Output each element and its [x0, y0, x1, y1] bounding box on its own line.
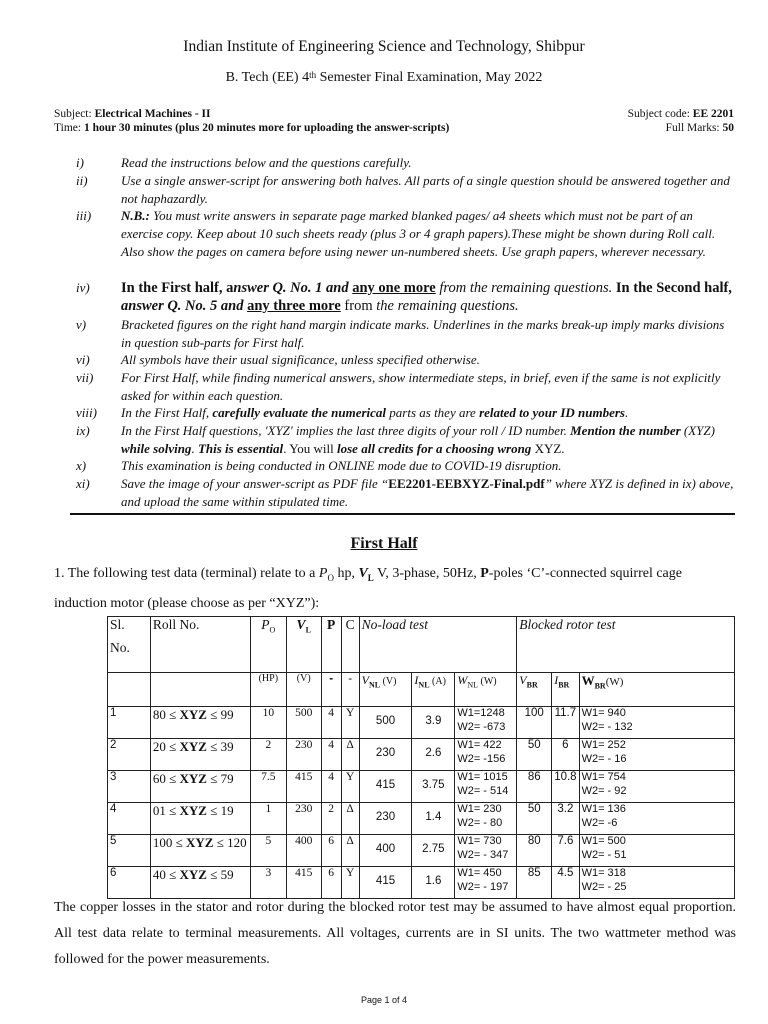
cell-vnl: 400 [359, 835, 412, 867]
code-label: Subject code: [627, 108, 693, 120]
cell-p: 4 [321, 771, 341, 803]
cell-inl: 2.75 [412, 835, 455, 867]
instr-part: any one more [352, 280, 436, 296]
units-vl: (V) [286, 673, 321, 707]
cell-roll: 100 ≤ XYZ ≤ 120 [150, 835, 250, 867]
instr-part: carefully evaluate the numerical [212, 405, 387, 420]
cell-roll: 80 ≤ XYZ ≤ 99 [150, 707, 250, 739]
cell-po: 10 [250, 707, 286, 739]
cell-p: 4 [321, 739, 341, 771]
instruction-item [76, 316, 736, 352]
instruction-item [76, 279, 736, 315]
cell-vnl: 230 [359, 739, 412, 771]
units-c: - [341, 673, 359, 707]
units-blank [108, 673, 151, 707]
divider-line [70, 513, 735, 515]
instruction-num: iv) [76, 280, 90, 295]
units-blank [150, 673, 250, 707]
instruction-item [76, 172, 736, 208]
instruction-num: viii) [76, 405, 97, 420]
instruction-item [76, 457, 736, 475]
instruction-num: x) [76, 458, 87, 473]
cell-roll: 40 ≤ XYZ ≤ 59 [150, 867, 250, 899]
instr-part: parts as they are [386, 405, 480, 420]
exam-subtitle [0, 70, 768, 86]
q1-text: induction motor (please choose as per “XYZ”): [54, 595, 320, 611]
code-value: EE 2201 [692, 108, 734, 120]
cell-roll: 60 ≤ XYZ ≤ 79 [150, 771, 250, 803]
cell-po: 1 [250, 803, 286, 835]
cell-sl: 2 [108, 739, 151, 771]
cell-vl: 230 [286, 739, 321, 771]
units-inl: $I_{NL}$ (A) [412, 673, 455, 707]
cell-wbr: W1= 318 W2= - 25 [579, 867, 734, 899]
q1-text: -poles ‘C’-connected squirrel cage [488, 566, 682, 581]
cell-ibr: 4.5 [552, 867, 579, 899]
instr-part: (XYZ) [680, 423, 715, 438]
cell-vbr: 100 [517, 707, 552, 739]
exam-suffix: Semester Final Examination, May 2022 [316, 70, 543, 85]
cell-wnl: W1= 730 W2= - 347 [455, 835, 517, 867]
instruction-item [76, 154, 736, 172]
instruction-num: ii) [76, 173, 88, 188]
cell-vnl: 230 [359, 803, 412, 835]
instruction-text: For First Half, while finding numerical answers, show intermediate steps, in brief, even if the same is not explicitly asked for within each question. [121, 370, 721, 403]
cell-inl: 2.6 [412, 739, 455, 771]
instr-part: lose all credits for a choosing wrong [337, 440, 532, 456]
q1-p: P [480, 566, 489, 581]
cell-po: 2 [250, 739, 286, 771]
table-header-row [108, 617, 735, 673]
instruction-num: vii) [76, 370, 94, 385]
instruction-text: All symbols have their usual significance, unless specified otherwise. [121, 352, 480, 367]
cell-vnl: 415 [359, 771, 412, 803]
units-ibr: $I_{BR}$ [552, 673, 579, 707]
cell-roll: 01 ≤ XYZ ≤ 19 [150, 803, 250, 835]
instruction-num: i) [76, 155, 84, 170]
instr-part: Mention the number [570, 423, 681, 438]
meta-row-time [54, 122, 734, 136]
cell-po: 5 [250, 835, 286, 867]
cell-vl: 230 [286, 803, 321, 835]
cell-c: Δ [341, 835, 359, 867]
units-p: - [321, 673, 341, 707]
instr-part: This is essential [197, 440, 284, 456]
instr-part: related to your ID numbers [479, 405, 625, 420]
exam-prefix: B. Tech (EE) 4 [225, 70, 310, 85]
instr-part: In the Second half, [615, 280, 732, 296]
instruction-item [76, 351, 736, 369]
table-row [108, 867, 735, 899]
cell-wnl: W1= 1015 W2= - 514 [455, 771, 517, 803]
cell-p: 6 [321, 835, 341, 867]
cell-p: 2 [321, 803, 341, 835]
cell-vbr: 50 [517, 803, 552, 835]
subject-label: Subject: [54, 108, 95, 120]
instruction-text: Use a single answer-script for answering both halves. All parts of a single question should be answered together and not haphazardly. [121, 173, 730, 206]
instr-part: 'XYZ' implies the last three digits of your roll / ID number. [264, 423, 571, 438]
cell-vl: 415 [286, 867, 321, 899]
instr-part: In the First Half questions, [121, 423, 265, 438]
q1-text: 1. The following test data (terminal) relate to a [54, 566, 319, 581]
cell-vbr: 85 [517, 867, 552, 899]
instr-part: any three more [247, 298, 341, 314]
cell-c: Δ [341, 803, 359, 835]
instruction-text: Read the instructions below and the questions carefully. [121, 155, 412, 170]
cell-sl: 4 [108, 803, 151, 835]
instr-part: the remaining questions. [376, 298, 519, 314]
units-vnl: $V_{NL}$ (V) [359, 673, 412, 707]
test-data-table [107, 616, 735, 899]
cell-wbr: W1= 754 W2= - 92 [579, 771, 734, 803]
cell-vnl: 500 [359, 707, 412, 739]
instruction-item [76, 422, 736, 458]
cell-roll: 20 ≤ XYZ ≤ 39 [150, 739, 250, 771]
instr-part: In the First Half, [121, 405, 213, 420]
cell-wbr: W1= 500 W2= - 51 [579, 835, 734, 867]
meta-row-subject [54, 108, 734, 122]
question-1-outro: The copper losses in the stator and rotor during the blocked rotor test may be assumed to have almost equal proportion. All test data relate to terminal measurements. All voltages, currents are in SI units. The two wattmeter method was followed for the power measurements. [54, 900, 736, 967]
units-po: (HP) [250, 673, 286, 707]
instruction-text: This examination is being conducted in ONLINE mode due to COVID-19 disruption. [121, 458, 562, 473]
cell-sl: 1 [108, 707, 151, 739]
cell-wbr: W1= 136 W2= -6 [579, 803, 734, 835]
cell-wbr: W1= 940 W2= - 132 [579, 707, 734, 739]
cell-ibr: 7.6 [552, 835, 579, 867]
cell-vbr: 50 [517, 739, 552, 771]
instr-part: while solving [121, 440, 192, 456]
cell-inl: 3.9 [412, 707, 455, 739]
instruction-num: vi) [76, 352, 90, 367]
instr-part: XYZ. [531, 440, 565, 456]
time-value: 1 hour 30 minutes (plus 20 minutes more for uploading the answer-scripts) [83, 122, 450, 134]
instruction-text: Bracketed figures on the right hand margin indicate marks. Underlines in the marks break-up imply marks divisions in question sub-parts for First half. [121, 317, 725, 350]
q1-text: V, 3-phase, 50Hz, [373, 566, 481, 581]
cell-vbr: 80 [517, 835, 552, 867]
cell-vl: 400 [286, 835, 321, 867]
cell-c: Δ [341, 739, 359, 771]
q1-po: P [318, 566, 328, 581]
instr-part: answer Q. No. 5 and [121, 298, 248, 314]
units-wbr: $W_{BR}(W)$ [579, 673, 734, 707]
exam-sup: th [309, 70, 317, 80]
cell-c: Y [341, 867, 359, 899]
header-c: C [341, 617, 359, 673]
cell-wbr: W1= 252 W2= - 16 [579, 739, 734, 771]
header-po: $P_O$ [250, 617, 286, 673]
section-title: First Half [350, 535, 418, 552]
cell-wnl: W1= 230 W2= - 80 [455, 803, 517, 835]
instr-part: In the First half, a [121, 280, 234, 296]
cell-sl: 6 [108, 867, 151, 899]
table-units-row [108, 673, 735, 707]
cell-c: Y [341, 707, 359, 739]
cell-ibr: 3.2 [552, 803, 579, 835]
instr-part: from the remaining questions. [435, 280, 616, 296]
pdf-filename: EE2201-EEBXYZ-Final.pdf [388, 476, 545, 491]
units-wnl: $W_{NL}$ (W) [455, 673, 517, 707]
header-sl: Sl. No. [108, 617, 151, 673]
marks-label: Full Marks: [665, 122, 723, 134]
cell-p: 6 [321, 867, 341, 899]
instr-part: . [624, 405, 629, 420]
cell-sl: 3 [108, 771, 151, 803]
instruction-num: xi) [76, 476, 90, 491]
institute-title: Indian Institute of Engineering Science and Technology, Shibpur [183, 38, 585, 55]
cell-ibr: 10.8 [552, 771, 579, 803]
header-p: P [321, 617, 341, 673]
nb-label: N.B.: [121, 208, 150, 223]
table-row [108, 835, 735, 867]
marks-value: 50 [722, 122, 734, 134]
header-vl: $V_L$ [286, 617, 321, 673]
instr-part: . You will [283, 440, 338, 456]
cell-vbr: 86 [517, 771, 552, 803]
instruction-item [76, 404, 736, 422]
cell-vnl: 415 [359, 867, 412, 899]
header-blocked: Blocked rotor test [517, 617, 735, 673]
instruction-item [76, 475, 736, 511]
cell-c: Y [341, 771, 359, 803]
header-noload: No-load test [359, 617, 517, 673]
instruction-num: v) [76, 317, 87, 332]
instr-part: ” where XYZ is defined in ix) above, and upload the same within stipulated time. [121, 476, 734, 509]
instr-part: from [340, 298, 377, 314]
units-vbr: $V_{BR}$ [517, 673, 552, 707]
instruction-item [76, 207, 736, 260]
cell-wnl: W1= 450 W2= - 197 [455, 867, 517, 899]
instr-part: Save the image of your answer-script as PDF file “ [121, 476, 389, 491]
instruction-num: iii) [76, 208, 92, 223]
q1-po-sub: O [327, 572, 334, 583]
question-1-intro [54, 561, 736, 617]
instruction-text: You must write answers in separate page marked blanked pages/ a4 sheets which must not be part of an exercise copy. Keep about 10 such sheets ready (plus 3 or 4 graph papers).These might be shown during Roll call. Also show the pages on camera before using newer un-numbered sheets. Use graph papers, wherever necessary. [121, 208, 716, 259]
cell-ibr: 6 [552, 739, 579, 771]
cell-inl: 1.4 [412, 803, 455, 835]
cell-po: 7.5 [250, 771, 286, 803]
cell-vl: 415 [286, 771, 321, 803]
instruction-num: ix) [76, 423, 90, 438]
instr-part: nswer Q. No. 1 and [233, 280, 353, 296]
time-label: Time: [54, 122, 84, 134]
cell-p: 4 [321, 707, 341, 739]
cell-wnl: W1=1248 W2= -673 [455, 707, 517, 739]
instr-part: . [191, 440, 198, 456]
cell-po: 3 [250, 867, 286, 899]
cell-ibr: 11.7 [552, 707, 579, 739]
cell-inl: 1.6 [412, 867, 455, 899]
cell-vl: 500 [286, 707, 321, 739]
cell-sl: 5 [108, 835, 151, 867]
instruction-item [76, 369, 736, 405]
table-row [108, 771, 735, 803]
q1-text: hp, [333, 566, 359, 581]
page-footer: Page 1 of 4 [360, 995, 408, 1005]
header-roll: Roll No. [150, 617, 250, 673]
q1-vl: V [358, 566, 368, 581]
cell-wnl: W1= 422 W2= -156 [455, 739, 517, 771]
cell-inl: 3.75 [412, 771, 455, 803]
table-row [108, 739, 735, 771]
q1-vl-sub: L [367, 572, 374, 583]
subject-value: Electrical Machines - II [94, 108, 211, 120]
table-row [108, 707, 735, 739]
table-row [108, 803, 735, 835]
